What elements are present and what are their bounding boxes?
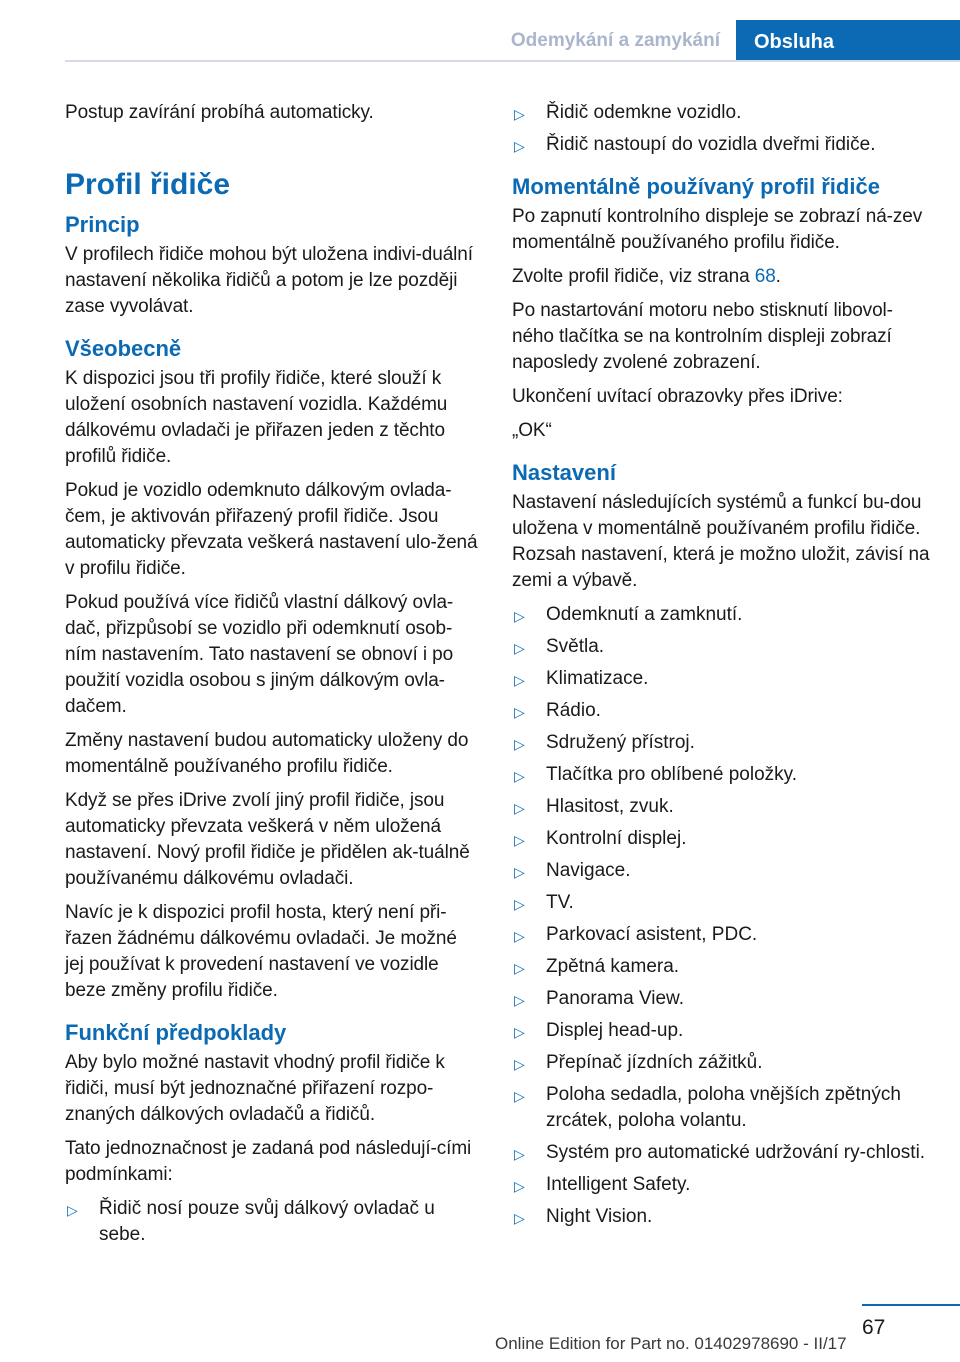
princip-heading: Princip xyxy=(65,212,140,237)
list-item xyxy=(512,698,932,724)
settings-paragraph: Nastavení následujících systémů a funkcí bu-dou uložena v momentálně používaném profilu řidiče. Rozsah nastavení, která je možno uložit, závisí na zemi a výbavě. xyxy=(512,492,930,591)
list-item xyxy=(512,954,932,980)
general-paragraph-5: Když se přes iDrive zvolí jiný profil řidiče, jsou automaticky převzata veškerá v něm uložená nastavení. Nový profil řidiče je přidělen ak-tuálně používanému dálkovému ovladači. xyxy=(65,790,470,889)
left-column xyxy=(65,100,480,1256)
list-item xyxy=(512,132,932,158)
prerequisites-heading: Funkční předpoklady xyxy=(65,1020,287,1045)
list-item xyxy=(512,858,932,884)
list-item-text: Odemknutí a zamknutí. xyxy=(546,604,743,625)
current-profile-heading: Momentálně používaný profil řidiče xyxy=(512,174,880,199)
list-item xyxy=(512,666,932,692)
header-section-title: Odemykání a zamykání xyxy=(510,30,720,51)
text-span: Zvolte profil řidiče, viz strana xyxy=(512,266,755,287)
triangle-bullet-icon: ▷ xyxy=(514,800,525,816)
list-item-text: Světla. xyxy=(546,636,605,657)
triangle-bullet-icon: ▷ xyxy=(514,992,525,1008)
footer-edition: Online Edition for Part no. 01402978690 - II/17 xyxy=(495,1334,847,1353)
general-paragraph-3: Pokud používá více řidičů vlastní dálkový ovla-dač, přizpůsobí se vozidlo při odemknutí osob-ním nastavením. Tato nastavení se obnoví i po použití vozidla osobou s jiným dálkovým ovla-dačem. xyxy=(65,592,454,717)
list-item xyxy=(512,1050,932,1076)
page-title: Profil řidiče xyxy=(65,168,231,201)
list-item-text: Navigace. xyxy=(546,860,631,881)
list-item xyxy=(512,1172,932,1198)
triangle-bullet-icon: ▷ xyxy=(514,1178,525,1194)
current-profile-paragraph-2 xyxy=(512,264,932,290)
triangle-bullet-icon: ▷ xyxy=(514,864,525,880)
list-item xyxy=(512,602,932,628)
footer-divider xyxy=(862,1304,960,1306)
triangle-bullet-icon: ▷ xyxy=(514,1146,525,1162)
general-paragraph-2: Pokud je vozidlo odemknuto dálkovým ovlada-čem, je aktivován přiřazený profil řidiče. Jsou automaticky převzata veškerá nastavení ulo-žená v profilu řidiče. xyxy=(65,480,478,579)
list-item-text: Řidič odemkne vozidlo. xyxy=(546,102,742,123)
triangle-bullet-icon: ▷ xyxy=(514,704,525,720)
triangle-bullet-icon: ▷ xyxy=(514,138,525,154)
list-item-text: Klimatizace. xyxy=(546,668,649,689)
list-item-text: Displej head-up. xyxy=(546,1020,684,1041)
list-item-text: Zpětná kamera. xyxy=(546,956,680,977)
triangle-bullet-icon: ▷ xyxy=(514,672,525,688)
right-column xyxy=(512,100,932,1238)
list-item xyxy=(512,826,932,852)
triangle-bullet-icon: ▷ xyxy=(67,1202,78,1218)
list-item xyxy=(512,1082,932,1134)
list-item-text: Hlasitost, zvuk. xyxy=(546,796,674,817)
triangle-bullet-icon: ▷ xyxy=(514,1088,525,1104)
settings-list xyxy=(512,602,932,1230)
triangle-bullet-icon: ▷ xyxy=(514,928,525,944)
triangle-bullet-icon: ▷ xyxy=(514,736,525,752)
header-divider xyxy=(65,60,960,62)
triangle-bullet-icon: ▷ xyxy=(514,1210,525,1226)
triangle-bullet-icon: ▷ xyxy=(514,640,525,656)
triangle-bullet-icon: ▷ xyxy=(514,1024,525,1040)
triangle-bullet-icon: ▷ xyxy=(514,960,525,976)
prerequisites-paragraph-2: Tato jednoznačnost je zadaná pod následují-cími podmínkami: xyxy=(65,1138,472,1185)
list-item-text: Rádio. xyxy=(546,700,601,721)
list-item xyxy=(512,794,932,820)
conditions-list-left xyxy=(65,1196,480,1248)
list-item-text: Řidič nastoupí do vozidla dveřmi řidiče. xyxy=(546,134,876,155)
list-item xyxy=(512,634,932,660)
list-item xyxy=(512,1018,932,1044)
list-item-text: Přepínač jízdních zážitků. xyxy=(546,1052,763,1073)
current-profile-paragraph-1: Po zapnutí kontrolního displeje se zobrazí ná-zev momentálně používaného profilu řidiče. xyxy=(512,206,923,253)
triangle-bullet-icon: ▷ xyxy=(514,832,525,848)
conditions-list-right xyxy=(512,100,932,158)
current-profile-paragraph-3: Po nastartování motoru nebo stisknutí libovol-ného tlačítka se na kontrolním displeji zobrazí naposledy zvolené zobrazení. xyxy=(512,300,893,373)
list-item-text: TV. xyxy=(546,892,574,913)
general-heading: Všeobecně xyxy=(65,336,182,361)
list-item-text: Poloha sedadla, poloha vnějších zpětných zrcátek, poloha volantu. xyxy=(546,1084,901,1131)
intro-paragraph: Postup zavírání probíhá automaticky. xyxy=(65,102,374,123)
list-item-text: Night Vision. xyxy=(546,1206,653,1227)
text-span: . xyxy=(775,266,781,287)
general-paragraph-6: Navíc je k dispozici profil hosta, který není při-řazen žádnému dálkovému ovladači. Je možné jej používat k provedení nastavení ve vozidle beze změny profilu řidiče. xyxy=(65,902,457,1001)
current-profile-paragraph-5: „OK“ xyxy=(512,420,552,441)
list-item-text: Parkovací asistent, PDC. xyxy=(546,924,758,945)
list-item xyxy=(512,1204,932,1230)
triangle-bullet-icon: ▷ xyxy=(514,1056,525,1072)
current-profile-paragraph-4: Ukončení uvítací obrazovky přes iDrive: xyxy=(512,386,843,407)
header-chapter-tab: Obsluha xyxy=(736,20,960,62)
settings-heading: Nastavení xyxy=(512,460,616,485)
list-item-text: Intelligent Safety. xyxy=(546,1174,691,1195)
list-item-text: Řidič nosí pouze svůj dálkový ovladač u sebe. xyxy=(99,1198,435,1245)
triangle-bullet-icon: ▷ xyxy=(514,768,525,784)
list-item-text: Sdružený přístroj. xyxy=(546,732,695,753)
page-number: 67 xyxy=(862,1316,886,1339)
list-item-text: Panorama View. xyxy=(546,988,685,1009)
list-item-text: Systém pro automatické udržování ry-chlosti. xyxy=(546,1142,926,1163)
list-item-text: Kontrolní displej. xyxy=(546,828,687,849)
general-paragraph-4: Změny nastavení budou automaticky uloženy do momentálně používaného profilu řidiče. xyxy=(65,730,469,777)
list-item-text: Tlačítka pro oblíbené položky. xyxy=(546,764,798,785)
triangle-bullet-icon: ▷ xyxy=(514,896,525,912)
prerequisites-paragraph-1: Aby bylo možné nastavit vhodný profil řidiče k řidiči, musí být jednoznačné přiřazení rozpo-znaných dálkových ovladačů a řidičů. xyxy=(65,1052,445,1125)
triangle-bullet-icon: ▷ xyxy=(514,608,525,624)
list-item xyxy=(512,730,932,756)
list-item xyxy=(512,762,932,788)
list-item xyxy=(65,1196,480,1248)
list-item xyxy=(512,986,932,1012)
list-item xyxy=(512,1140,932,1166)
list-item xyxy=(512,890,932,916)
list-item xyxy=(512,922,932,948)
general-paragraph-1: K dispozici jsou tři profily řidiče, které slouží k uložení osobních nastavení vozidla. Každému dálkovému ovladači je přiřazen jeden z těchto profilů řidiče. xyxy=(65,368,448,467)
triangle-bullet-icon: ▷ xyxy=(514,106,525,122)
page-reference-link[interactable]: 68 xyxy=(754,266,776,287)
princip-paragraph: V profilech řidiče mohou být uložena indivi-duální nastavení několika řidičů a potom je lze později zase vyvolávat. xyxy=(65,244,473,317)
list-item xyxy=(512,100,932,126)
